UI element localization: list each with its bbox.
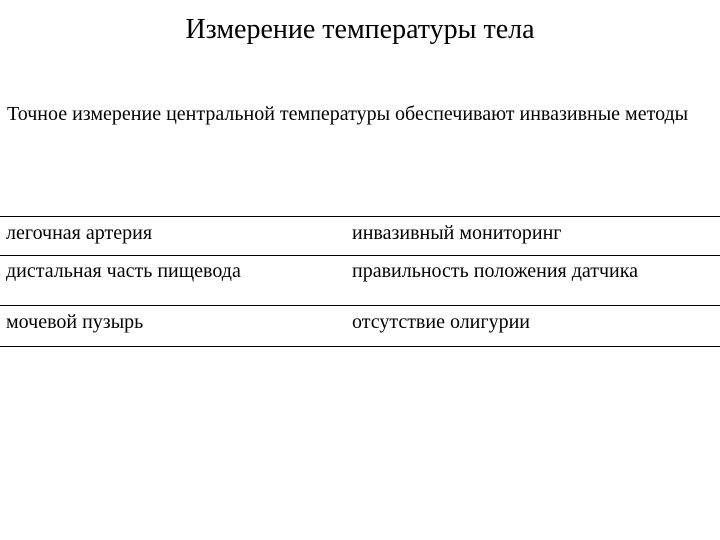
table-bottom-rule bbox=[0, 346, 720, 347]
table-cell-note: правильность положения датчика bbox=[352, 260, 639, 282]
table-top-rule bbox=[0, 216, 720, 217]
table-row-divider bbox=[0, 305, 720, 306]
table-row-divider bbox=[0, 255, 720, 256]
table-cell-note: инвазивный мониторинг bbox=[352, 222, 562, 244]
intro-paragraph: Точное измерение центральной температуры обеспечивают инвазивные методы bbox=[7, 103, 689, 125]
table-cell-site: мочевой пузырь bbox=[6, 311, 144, 333]
slide-title: Измерение температуры тела bbox=[185, 14, 535, 45]
table-cell-note: отсутствие олигурии bbox=[352, 311, 530, 333]
table-cell-site: дистальная часть пищевода bbox=[6, 260, 241, 282]
table-cell-site: легочная артерия bbox=[6, 222, 153, 244]
